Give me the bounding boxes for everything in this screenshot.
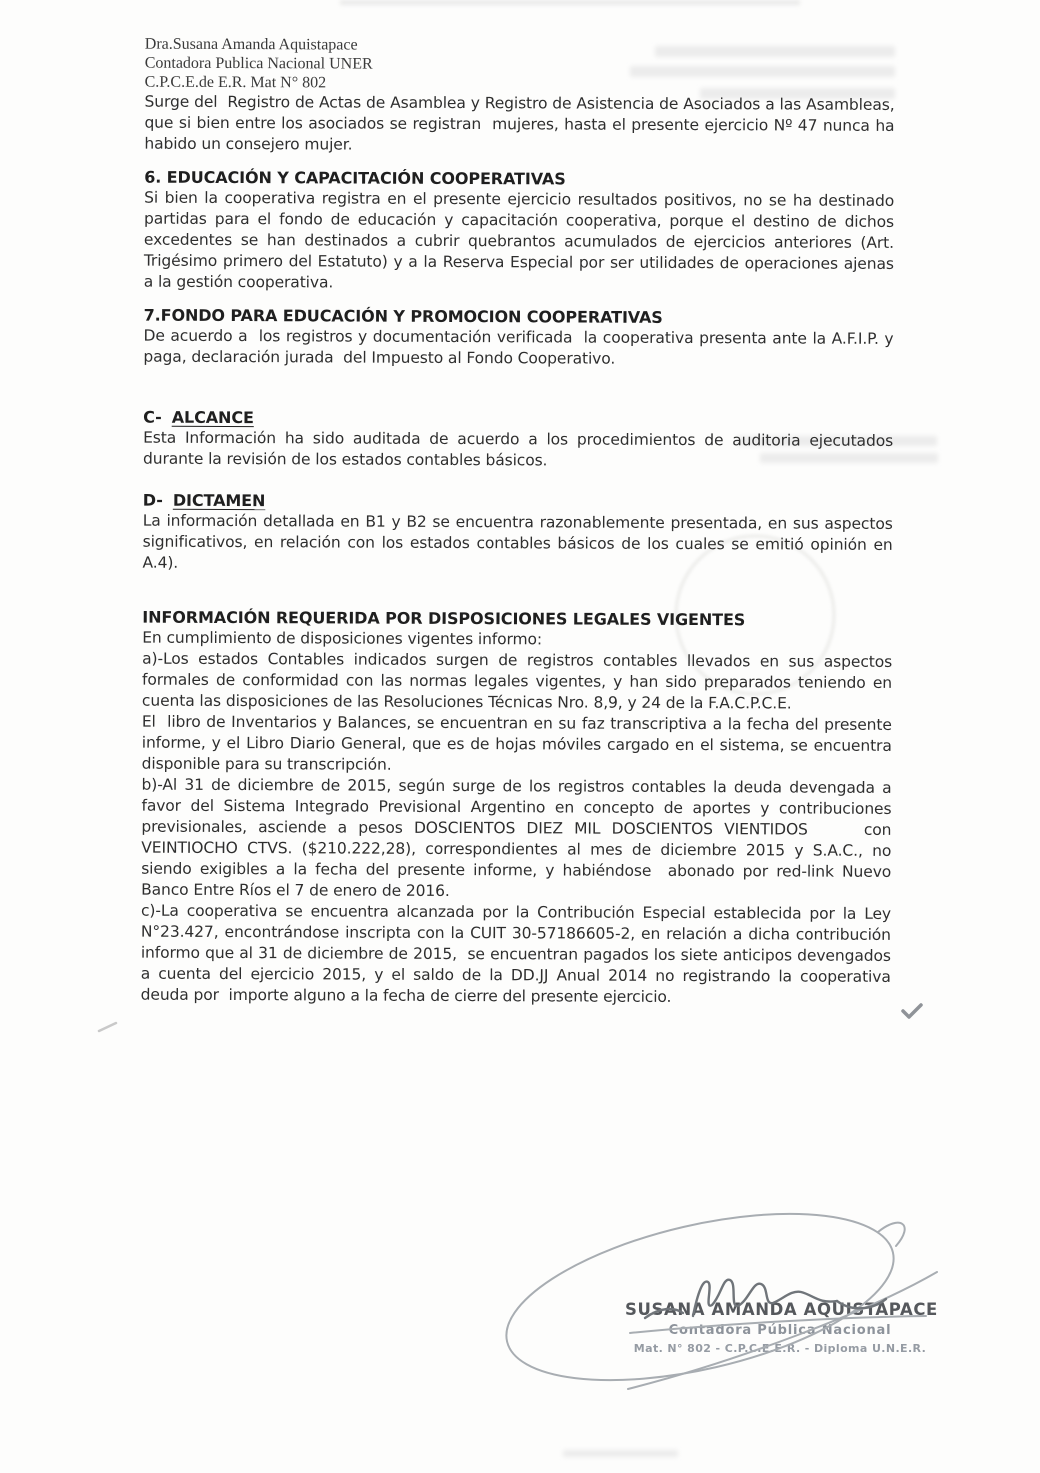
alcance-heading-label: C- bbox=[143, 407, 162, 427]
signatory-title: Contadora Pública Nacional bbox=[668, 1323, 892, 1338]
section-7-body: De acuerdo a los registros y documentación verificada la cooperativa presenta ante la A.F.I.P. y paga, declaración jurada del Impuesto al Fondo Cooperativo. bbox=[143, 326, 899, 368]
alcance-heading-title: ALCANCE bbox=[171, 407, 254, 428]
section-7-heading: 7.FONDO PARA EDUCACIÓN Y PROMOCION COOPERATIVAS bbox=[143, 305, 663, 327]
letterhead-profession: Contadora Publica Nacional UNER bbox=[144, 54, 373, 73]
letterhead-registration: C.P.C.E.de E.R. Mat N° 802 bbox=[144, 73, 327, 92]
legal-item-b: b)-Al 31 de diciembre de 2015, según surge de los registros contables la deuda devengada a favor del Sistema Integrado Previsional Argentino en concepto de aportes y contribuciones previsionales, asciende a pesos DOSCIENTOS DIEZ MIL DOSCIENTOS VIENTIDOS con VEINTIOCHO CTVS. ($210.222,28), correspondientes al mes de diciembre 2015 y S.A.C., no siendo exigibles a la fecha del presente informe, y habiéndose abonado por red-link Nuevo Banco Entre Ríos el 7 de enero de 2016. bbox=[141, 775, 897, 900]
bleedthrough-text-ghost bbox=[563, 1450, 678, 1457]
alcance-body: Esta Información ha sido auditada de acuerdo a los procedimientos de auditoria ejecutados durante la revisión de los estados contables básicos. bbox=[142, 428, 898, 470]
legal-info-intro: En cumplimiento de disposiciones vigentes informo: bbox=[142, 628, 543, 649]
legal-item-c: c)-La cooperativa se encuentra alcanzada por la Contribución Especial establecida por la Ley N°23.427, encontrándose inscripta con la CUIT 30-57186605-2, en relación a dicha contribución informo que al 31 de diciembre de 2015, se encuentran pagados los siete anticipos devengados a cuenta del ejercicio 2015, y el saldo de la DD.JJ Anual 2014 no registrando la cooperativa deuda por importe alguno a la fecha de cierre del presente ejercicio. bbox=[140, 901, 901, 1006]
letterhead bbox=[145, 35, 895, 95]
signature-flourish-loop bbox=[491, 1182, 937, 1411]
signature-block bbox=[625, 1300, 938, 1355]
letterhead-name: Dra.Susana Amanda Aquistapace bbox=[144, 35, 358, 54]
section-6-heading: 6. EDUCACIÓN Y CAPACITACIÓN COOPERATIVAS bbox=[144, 167, 566, 189]
signatory-name: SUSANA AMANDA AQUISTAPACE bbox=[625, 1300, 938, 1319]
legal-item-a: a)-Los estados Contables indicados surgen de registros contables llevados en sus aspectos formales de conformidad con las normas legales vigentes, y han sido preparados teniendo en cuenta las disposiciones de las Resoluciones Técnicas Nro. 8,9, y 24 de la F.A.C.P.C.E. bbox=[141, 649, 897, 713]
dictamen-heading-title: DICTAMEN bbox=[172, 490, 266, 511]
legal-item-a-continued: El libro de Inventarios y Balances, se encuentran en su faz transcriptiva a la fecha del presente informe, y el Libro Diario General, que es de hojas móviles cargado en el sistema, se encuentra disponible para su transcripción. bbox=[141, 712, 897, 774]
section-6-body: Si bien la cooperativa registra en el presente ejercicio resultados positivos, no se ha destinado partidas para el fondo de educación y capacitación cooperativa, porque el destino de dichos excedentes se han destinados a cubrir quebrantos acumulados de ejercicios anteriores (Art. Trigésimo primero del Estatuto) y a la Reserva Especial por ser utilidades de operaciones ajenas a la gestión cooperativa. bbox=[143, 188, 899, 292]
signatory-registration: Mat. N° 802 - C.P.C.E.E.R. - Diploma U.N.E.R. bbox=[633, 1342, 927, 1355]
legal-info-heading: INFORMACIÓN REQUERIDA POR DISPOSICIONES LEGALES VIGENTES bbox=[142, 607, 746, 630]
intro-paragraph: Surge del Registro de Actas de Asamblea y Registro de Asistencia de Asociados a las Asambleas, que si bien entre los asociados se registran mujeres, hasta el presente ejercicio Nº 47 nunca ha habido un consejero mujer. bbox=[144, 92, 900, 154]
dictamen-heading-label: D- bbox=[142, 490, 163, 510]
dictamen-body: La información detallada en B1 y B2 se encuentra razonablemente presentada, en sus aspectos significativos, en relación con los estados contables básicos de los cuales se emitió opinión en A.4). bbox=[142, 511, 898, 572]
margin-pen-marks bbox=[99, 1005, 921, 1031]
